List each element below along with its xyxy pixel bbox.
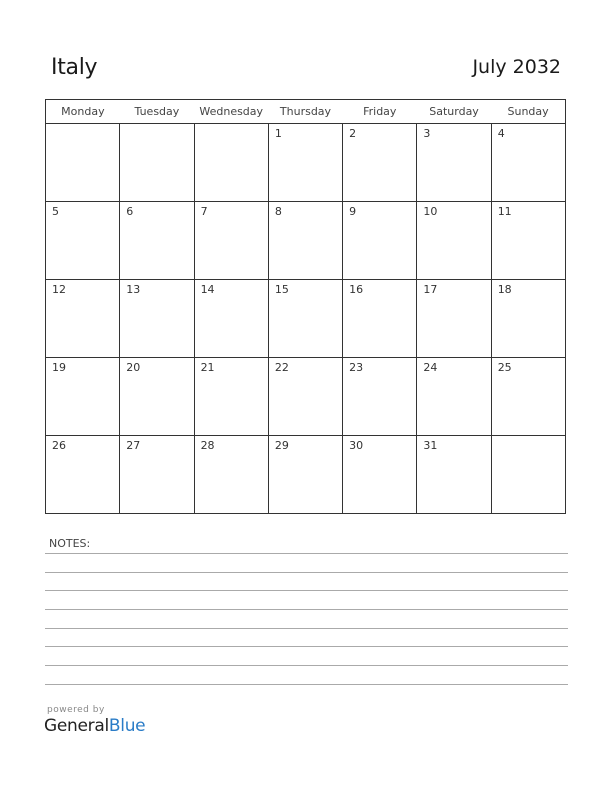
day-cell [491,124,565,202]
day-number: 20 [126,361,141,374]
day-cell [268,436,342,514]
day-cell [46,358,120,436]
weekday-header: Sunday [491,100,565,124]
day-cell [194,124,268,202]
day-number: 19 [52,361,66,374]
day-cell [268,358,342,436]
weekday-header: Friday [343,100,417,124]
week-row [46,436,566,514]
day-cell [120,280,194,358]
powered-by-text: powered by [47,705,105,715]
day-number: 29 [274,439,289,452]
weekday-header: Tuesday [120,100,194,124]
day-number: 23 [349,361,364,374]
week-row [46,358,566,436]
week-row [46,202,566,280]
day-cell [343,202,417,280]
day-cell [194,358,268,436]
day-number: 10 [423,205,438,218]
note-line [45,609,568,610]
day-number: 7 [200,205,208,218]
day-cell [343,358,417,436]
day-number: 14 [200,283,215,296]
day-number: 8 [274,205,282,218]
day-number: 17 [423,283,438,296]
day-cell [194,202,268,280]
day-number: 15 [274,283,289,296]
generalblue-logo [44,716,145,736]
day-number: 2 [349,127,357,140]
day-number: 31 [423,439,438,452]
logo-text-general: General [44,716,109,736]
day-cell [46,280,120,358]
day-cell [491,202,565,280]
day-number: 25 [497,361,512,374]
day-number: 24 [423,361,438,374]
day-cell [46,436,120,514]
day-number: 22 [274,361,289,374]
day-cell [194,280,268,358]
day-cell [343,280,417,358]
day-cell [120,358,194,436]
day-cell [417,358,491,436]
day-cell [268,202,342,280]
week-row [46,124,566,202]
day-cell [46,202,120,280]
weekday-header: Saturday [417,100,491,124]
day-number: 21 [200,361,215,374]
calendar-grid [45,99,566,514]
day-number: 26 [52,439,66,452]
day-number: 5 [52,205,59,218]
day-number: 6 [126,205,134,218]
day-cell [120,436,194,514]
day-number: 13 [126,283,141,296]
day-cell [343,124,417,202]
day-cell [491,358,565,436]
day-number: 16 [349,283,364,296]
day-cell [343,436,417,514]
day-cell [46,124,120,202]
weekday-header: Wednesday [194,100,268,124]
day-cell [417,124,491,202]
day-cell [268,280,342,358]
country-title: Italy [51,55,98,80]
day-number: 3 [423,127,431,140]
day-cell [417,280,491,358]
day-cell [491,280,565,358]
day-number: 12 [52,283,66,296]
weekday-header: Thursday [268,100,342,124]
day-number: 4 [497,127,505,140]
note-line [45,665,568,666]
day-cell [194,436,268,514]
note-line [45,646,568,647]
day-cell [268,124,342,202]
weekday-header-row [46,100,566,124]
month-title: July 2032 [472,56,561,78]
day-number: 11 [497,205,512,218]
day-number: 28 [200,439,215,452]
note-line [45,628,568,629]
weekday-header: Monday [46,100,120,124]
day-cell [120,124,194,202]
note-line [45,590,568,591]
day-cell [417,202,491,280]
day-number: 30 [349,439,364,452]
note-line [45,684,568,685]
week-row [46,280,566,358]
day-number: 9 [349,205,357,218]
notes-label: NOTES: [49,537,91,550]
logo-text-blue: Blue [108,716,146,736]
day-number: 27 [126,439,141,452]
day-number: 1 [274,127,282,140]
note-line [45,572,568,573]
day-cell [120,202,194,280]
day-cell [491,436,565,514]
day-number: 18 [497,283,512,296]
day-cell [417,436,491,514]
note-line [45,553,568,554]
